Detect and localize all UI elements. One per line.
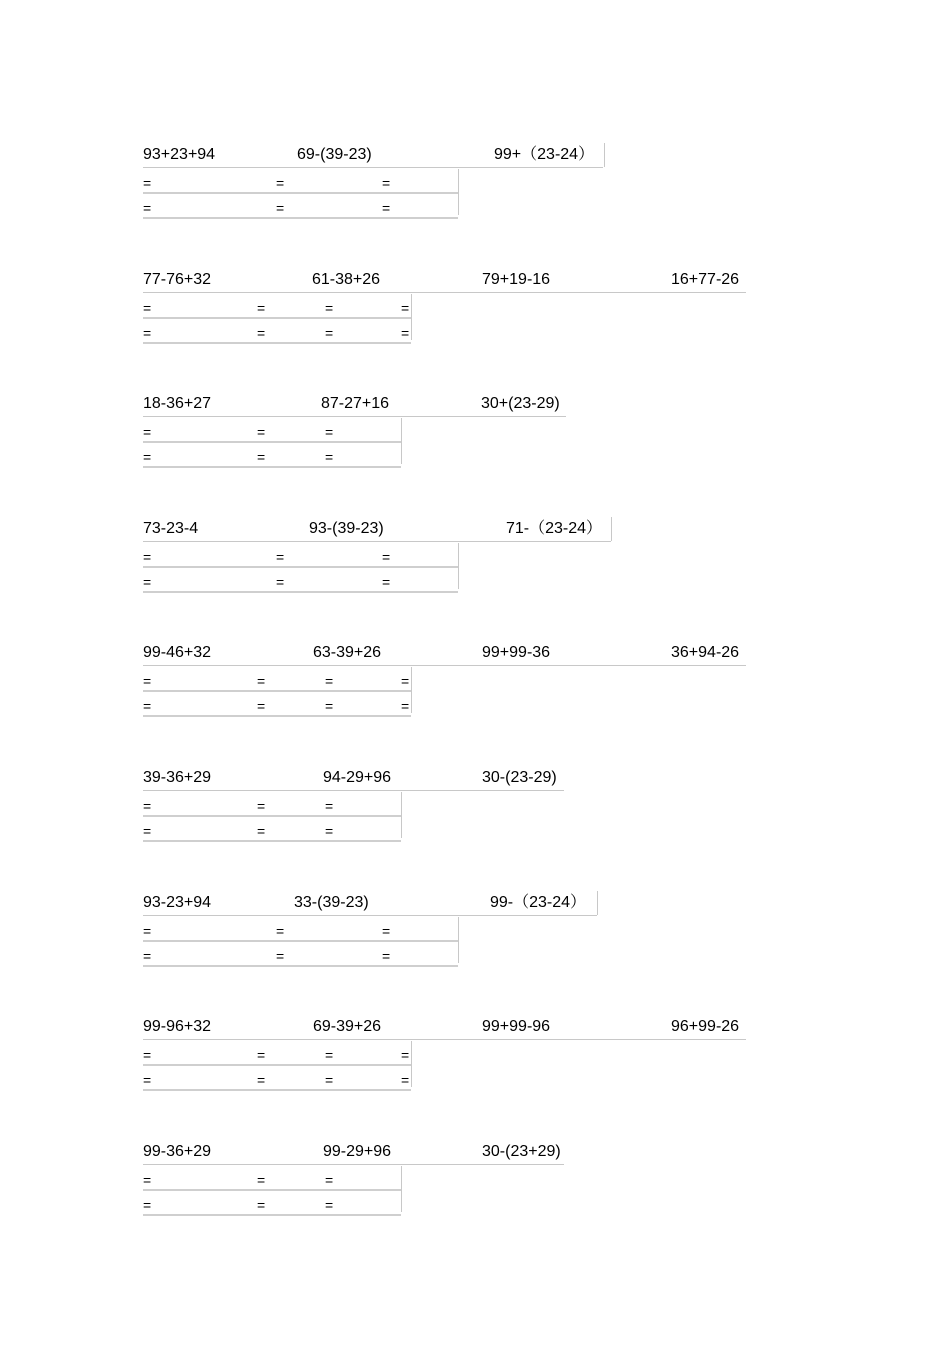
math-problem: 69-(39-23)	[297, 146, 372, 163]
equals-sign: =	[325, 1172, 334, 1188]
equals-sign: =	[401, 300, 410, 316]
answer-line	[143, 1064, 411, 1066]
equals-sign: =	[276, 175, 285, 191]
answer-line	[143, 466, 401, 468]
math-problem: 79+19-16	[482, 271, 551, 288]
equals-sign: =	[382, 549, 391, 565]
answer-line	[143, 317, 411, 319]
cell-border	[458, 543, 459, 589]
equals-sign: =	[257, 300, 266, 316]
math-problem: 93+23+94	[143, 146, 216, 163]
answer-line	[143, 441, 401, 443]
equals-sign: =	[401, 673, 410, 689]
math-problem: 94-29+96	[323, 769, 392, 786]
equals-sign: =	[257, 325, 266, 341]
answer-line	[143, 815, 401, 817]
row-divider	[143, 915, 597, 916]
math-problem: 69-39+26	[313, 1018, 382, 1035]
row-divider	[143, 167, 603, 168]
answer-line	[143, 1089, 411, 1091]
cell-border	[597, 891, 598, 915]
problem-group	[143, 643, 763, 723]
equals-sign: =	[325, 823, 334, 839]
problem-group	[143, 394, 763, 474]
answer-line	[143, 940, 458, 942]
equals-sign: =	[257, 1047, 266, 1063]
math-problem: 33-(39-23)	[294, 894, 369, 911]
equals-sign: =	[257, 698, 266, 714]
math-problem: 39-36+29	[143, 769, 212, 786]
row-divider	[143, 541, 611, 542]
equals-sign: =	[325, 1197, 334, 1213]
equals-sign: =	[257, 798, 266, 814]
row-divider	[143, 1164, 564, 1165]
equals-sign: =	[325, 1072, 334, 1088]
answer-line	[143, 715, 411, 717]
equals-sign: =	[143, 1072, 152, 1088]
cell-border	[401, 418, 402, 464]
math-problem: 87-27+16	[321, 395, 390, 412]
equals-sign: =	[401, 1047, 410, 1063]
problem-group	[143, 519, 763, 599]
equals-sign: =	[382, 200, 391, 216]
answer-line	[143, 591, 458, 593]
answer-line	[143, 965, 458, 967]
equals-sign: =	[143, 325, 152, 341]
answer-line	[143, 840, 401, 842]
equals-sign: =	[257, 1197, 266, 1213]
equals-sign: =	[143, 200, 152, 216]
row-divider	[143, 665, 746, 666]
equals-sign: =	[257, 823, 266, 839]
equals-sign: =	[143, 673, 152, 689]
math-problem: 99-36+29	[143, 1143, 212, 1160]
equals-sign: =	[325, 1047, 334, 1063]
equals-sign: =	[257, 673, 266, 689]
equals-sign: =	[276, 923, 285, 939]
answer-line	[143, 342, 411, 344]
equals-sign: =	[143, 549, 152, 565]
equals-sign: =	[143, 923, 152, 939]
problem-group	[143, 768, 763, 848]
cell-border	[411, 667, 412, 713]
math-problem: 99+99-96	[482, 1018, 551, 1035]
equals-sign: =	[143, 1047, 152, 1063]
math-problem: 30-(23+29)	[482, 1143, 561, 1160]
equals-sign: =	[276, 549, 285, 565]
answer-line	[143, 217, 458, 219]
equals-sign: =	[325, 300, 334, 316]
answer-line	[143, 566, 458, 568]
cell-border	[458, 169, 459, 215]
equals-sign: =	[143, 175, 152, 191]
equals-sign: =	[276, 200, 285, 216]
row-divider	[143, 1039, 746, 1040]
problem-group	[143, 145, 763, 225]
equals-sign: =	[143, 574, 152, 590]
equals-sign: =	[401, 698, 410, 714]
equals-sign: =	[257, 449, 266, 465]
answer-line	[143, 690, 411, 692]
equals-sign: =	[143, 948, 152, 964]
cell-border	[411, 1041, 412, 1087]
row-divider	[143, 416, 566, 417]
equals-sign: =	[143, 1172, 152, 1188]
answer-line	[143, 1189, 401, 1191]
equals-sign: =	[382, 923, 391, 939]
math-problem: 99-（23-24）	[490, 894, 587, 911]
equals-sign: =	[143, 698, 152, 714]
cell-border	[401, 792, 402, 838]
math-problem: 73-23-4	[143, 520, 199, 537]
cell-border	[458, 917, 459, 963]
math-problem: 16+77-26	[671, 271, 740, 288]
math-problem: 77-76+32	[143, 271, 212, 288]
math-problem: 61-38+26	[312, 271, 381, 288]
equals-sign: =	[143, 798, 152, 814]
equals-sign: =	[257, 1072, 266, 1088]
math-problem: 96+99-26	[671, 1018, 740, 1035]
math-problem: 36+94-26	[671, 644, 740, 661]
equals-sign: =	[143, 449, 152, 465]
equals-sign: =	[143, 1197, 152, 1213]
row-divider	[143, 790, 564, 791]
equals-sign: =	[382, 948, 391, 964]
math-problem: 93-(39-23)	[309, 520, 384, 537]
math-problem: 99-46+32	[143, 644, 212, 661]
equals-sign: =	[143, 300, 152, 316]
math-problem: 30+(23-29)	[481, 395, 560, 412]
math-problem: 99-96+32	[143, 1018, 212, 1035]
cell-border	[611, 517, 612, 541]
equals-sign: =	[401, 325, 410, 341]
equals-sign: =	[382, 175, 391, 191]
equals-sign: =	[143, 424, 152, 440]
math-problem: 99+99-36	[482, 644, 551, 661]
cell-border	[411, 294, 412, 340]
math-problem: 30-(23-29)	[482, 769, 557, 786]
equals-sign: =	[325, 449, 334, 465]
equals-sign: =	[325, 424, 334, 440]
answer-line	[143, 192, 458, 194]
equals-sign: =	[325, 673, 334, 689]
equals-sign: =	[325, 325, 334, 341]
problem-group	[143, 270, 763, 350]
equals-sign: =	[401, 1072, 410, 1088]
math-problem: 71-（23-24）	[506, 520, 603, 537]
problem-group	[143, 893, 763, 973]
equals-sign: =	[257, 424, 266, 440]
equals-sign: =	[325, 798, 334, 814]
math-problem: 63-39+26	[313, 644, 382, 661]
problem-group	[143, 1142, 763, 1222]
problem-group	[143, 1017, 763, 1097]
equals-sign: =	[276, 574, 285, 590]
math-problem: 99+（23-24）	[494, 146, 595, 163]
math-problem: 93-23+94	[143, 894, 212, 911]
equals-sign: =	[325, 698, 334, 714]
equals-sign: =	[276, 948, 285, 964]
math-problem: 18-36+27	[143, 395, 212, 412]
math-problem: 99-29+96	[323, 1143, 392, 1160]
equals-sign: =	[143, 823, 152, 839]
cell-border	[604, 143, 605, 167]
equals-sign: =	[257, 1172, 266, 1188]
answer-line	[143, 1214, 401, 1216]
cell-border	[401, 1166, 402, 1212]
row-divider	[143, 292, 746, 293]
equals-sign: =	[382, 574, 391, 590]
